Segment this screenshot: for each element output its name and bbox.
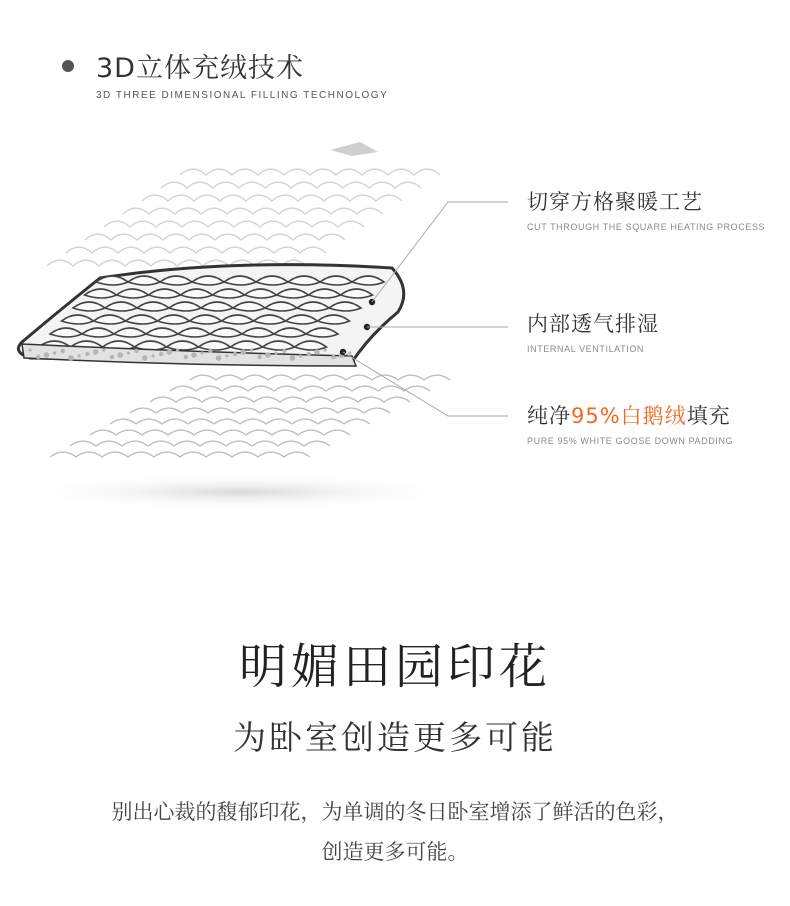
feature-item-2 [527,308,659,354]
down-cluster [208,349,212,353]
down-cluster [348,351,351,354]
down-cluster [225,354,228,357]
feature-3-prefix: 纯净 [527,404,571,428]
subheadline: 为卧室创造更多可能 [233,718,557,757]
down-cluster [68,355,74,361]
down-cluster [78,354,81,357]
feature-1-title: 切穿方格聚暖工艺 [527,190,703,214]
quilt-seam-row [190,375,450,380]
quilt-seam-row [85,234,345,240]
down-cluster [44,352,50,358]
down-cluster [36,355,40,359]
down-cluster [191,352,197,358]
feature-1-subtitle: CUT THROUGH THE SQUARE HEATING PROCESS [527,222,766,232]
ground-shadow [10,474,470,510]
feature-2-title: 内部透气排湿 [527,312,659,336]
description [20,792,770,872]
quilt-seam-row [50,452,310,457]
section-subtitle: 3D THREE DIMENSIONAL FILLING TECHNOLOGY [96,90,389,101]
top-layer-corner-tab [330,142,378,156]
section-title: 3D立体充绒技术 [96,53,304,84]
down-cluster [324,348,327,351]
down-cluster [314,349,320,355]
feature-3-highlight: 95%白鹅绒 [571,404,687,428]
quilt-seam-row [161,182,421,188]
quilt-seam-row [142,195,402,201]
down-cluster [265,352,271,358]
quilt-seam-row [90,430,350,435]
feature-item-3 [527,400,733,446]
description-line-1: 别出心裁的馥郁印花，为单调的冬日卧室增添了鲜活的色彩， [111,800,679,824]
down-cluster [307,352,311,356]
down-cluster [290,355,296,361]
down-cluster [61,349,65,353]
description-line-2: 创造更多可能。 [321,840,469,864]
down-cluster [184,355,188,359]
quilt-seam-row [170,386,430,391]
quilt-layers-illustration [0,130,520,550]
quilt-seam-row [104,221,364,227]
feature-item-1 [527,186,765,232]
headline: 明媚田园印花 [238,639,551,695]
down-cluster [233,352,237,356]
section-bullet-icon [62,60,74,72]
quilt-seam-row [110,419,370,424]
feature-3-suffix: 填充 [686,404,731,428]
down-cluster [127,351,130,354]
down-cluster [93,349,99,355]
down-cluster [110,355,114,359]
down-cluster [176,348,179,351]
down-cluster [159,352,163,356]
down-cluster [142,355,148,361]
down-cluster [53,351,56,354]
down-cluster [28,348,31,351]
down-cluster [257,355,261,359]
feature-3-title [527,400,733,430]
down-cluster [102,348,105,351]
down-cluster [274,351,277,354]
down-cluster [167,349,173,355]
down-cluster [201,351,204,354]
top-fabric-layer [47,169,440,266]
quilt-seam-row [130,408,390,413]
down-cluster [134,349,138,353]
down-cluster [299,354,302,357]
leader-line-3 [343,352,508,416]
down-cluster [151,354,154,357]
down-cluster [282,349,286,353]
quilt-seam-row [123,208,383,214]
feature-2-subtitle: INTERNAL VENTILATION [527,344,645,354]
quilt-seam-row [180,169,440,175]
down-cluster [117,352,123,358]
bottom-fabric-layer [50,375,450,457]
quilt-seam-row [66,247,326,253]
down-cluster [240,349,246,355]
down-cluster [216,355,222,361]
feature-3-subtitle: PURE 95% WHITE GOOSE DOWN PADDING [527,436,734,446]
quilt-seam-row [70,441,330,446]
quilt-seam-row [150,397,410,402]
down-cluster [85,352,89,356]
down-cluster [250,348,253,351]
down-cluster [331,355,335,359]
